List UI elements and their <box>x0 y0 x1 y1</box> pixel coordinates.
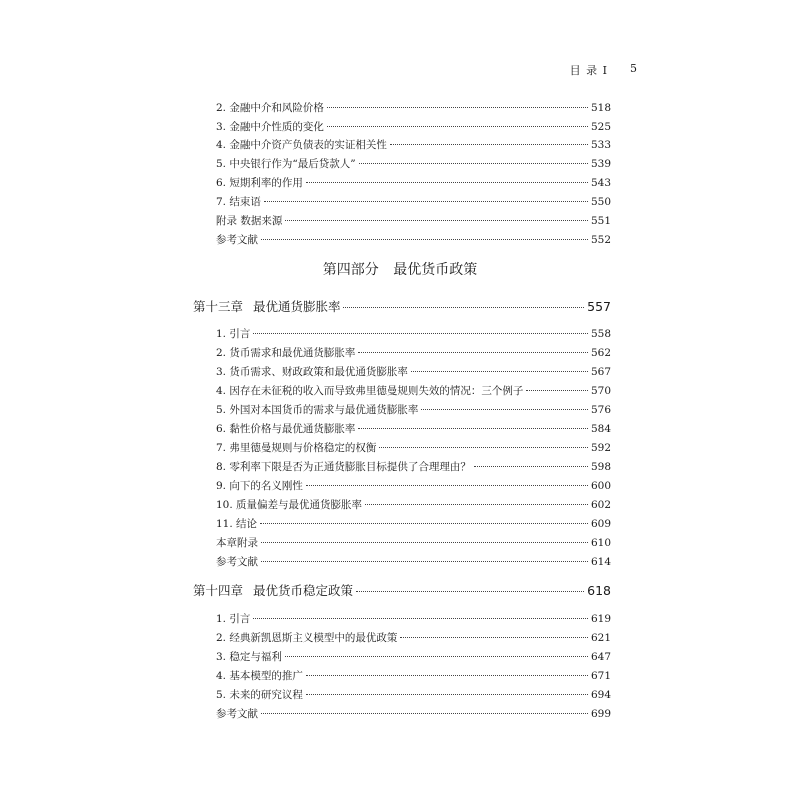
leader-dots <box>359 163 588 164</box>
part-heading: 第四部分 最优货币政策 <box>322 262 478 278</box>
leader-dots <box>260 523 588 524</box>
leader-dots <box>306 485 588 486</box>
leader-dots <box>261 239 588 240</box>
toc-entry[interactable]: 3. 货币需求、财政政策和最优通货膨胀率 567 <box>216 366 611 378</box>
toc-entry[interactable]: 4. 金融中介资产负债表的实证相关性 533 <box>216 139 611 151</box>
leader-dots <box>253 333 588 334</box>
leader-dots <box>261 561 588 562</box>
toc-entry[interactable]: 5. 中央银行作为“最后贷款人” 539 <box>216 158 611 170</box>
leader-dots <box>327 126 588 127</box>
chapter-heading[interactable]: 第十四章 最优货币稳定政策 618 <box>193 583 611 598</box>
toc-entry[interactable]: 5. 外国对本国货币的需求与最优通货膨胀率 576 <box>216 404 611 416</box>
leader-dots <box>261 713 588 714</box>
header-page-number: 5 <box>630 62 637 75</box>
leader-dots <box>285 220 588 221</box>
leader-dots <box>343 307 584 308</box>
toc-entry[interactable]: 4. 基本模型的推广 671 <box>216 670 611 682</box>
toc-entry[interactable]: 7. 弗里德曼规则与价格稳定的权衡 592 <box>216 442 611 454</box>
toc-entry[interactable]: 6. 短期利率的作用 543 <box>216 177 611 189</box>
leader-dots <box>285 656 588 657</box>
toc-entry[interactable]: 5. 未来的研究议程 694 <box>216 689 611 701</box>
toc-entry[interactable]: 11. 结论 609 <box>216 518 611 530</box>
leader-dots <box>400 637 588 638</box>
toc-entry[interactable]: 2. 金融中介和风险价格 518 <box>216 102 611 114</box>
leader-dots <box>261 542 588 543</box>
leader-dots <box>264 201 588 202</box>
toc-entry[interactable]: 本章附录 610 <box>216 537 611 549</box>
toc-entry[interactable]: 9. 向下的名义刚性 600 <box>216 480 611 492</box>
toc-entry[interactable]: 8. 零利率下限是否为正通货膨胀目标提供了合理理由？ 598 <box>216 461 611 473</box>
toc-entry[interactable]: 附录 数据来源 551 <box>216 215 611 227</box>
toc-entry[interactable]: 参考文献 699 <box>216 708 611 720</box>
toc-entry[interactable]: 6. 黏性价格与最优通货膨胀率 584 <box>216 423 611 435</box>
toc-entry[interactable]: 3. 金融中介性质的变化 525 <box>216 121 611 133</box>
leader-dots <box>526 390 588 391</box>
leader-dots <box>421 409 588 410</box>
running-header <box>570 62 637 78</box>
leader-dots <box>390 144 588 145</box>
leader-dots <box>306 182 588 183</box>
toc-entry[interactable]: 2. 经典新凯恩斯主义模型中的最优政策 621 <box>216 632 611 644</box>
toc-entry[interactable]: 7. 结束语 550 <box>216 196 611 208</box>
leader-dots <box>306 694 588 695</box>
toc-entry[interactable]: 1. 引言 558 <box>216 328 611 340</box>
leader-dots <box>306 675 588 676</box>
leader-dots <box>411 371 588 372</box>
toc-entry[interactable]: 3. 稳定与福利 647 <box>216 651 611 663</box>
chapter-heading[interactable]: 第十三章 最优通货膨胀率 557 <box>193 299 611 314</box>
leader-dots <box>474 466 588 467</box>
toc-entry[interactable]: 参考文献 614 <box>216 556 611 568</box>
toc-entry[interactable]: 2. 货币需求和最优通货膨胀率 562 <box>216 347 611 359</box>
toc-entry[interactable]: 4. 因存在未征税的收入而导致弗里德曼规则失效的情况：三个例子 570 <box>216 385 611 397</box>
leader-dots <box>356 591 584 592</box>
header-title: 目 录 I <box>569 64 608 77</box>
leader-dots <box>253 618 588 619</box>
leader-dots <box>358 352 588 353</box>
leader-dots <box>327 107 588 108</box>
toc-entry[interactable]: 参考文献 552 <box>216 234 611 246</box>
leader-dots <box>365 504 588 505</box>
leader-dots <box>358 428 588 429</box>
leader-dots <box>379 447 588 448</box>
toc-entry[interactable]: 10. 质量偏差与最优通货膨胀率 602 <box>216 499 611 511</box>
toc-entry[interactable]: 1. 引言 619 <box>216 613 611 625</box>
